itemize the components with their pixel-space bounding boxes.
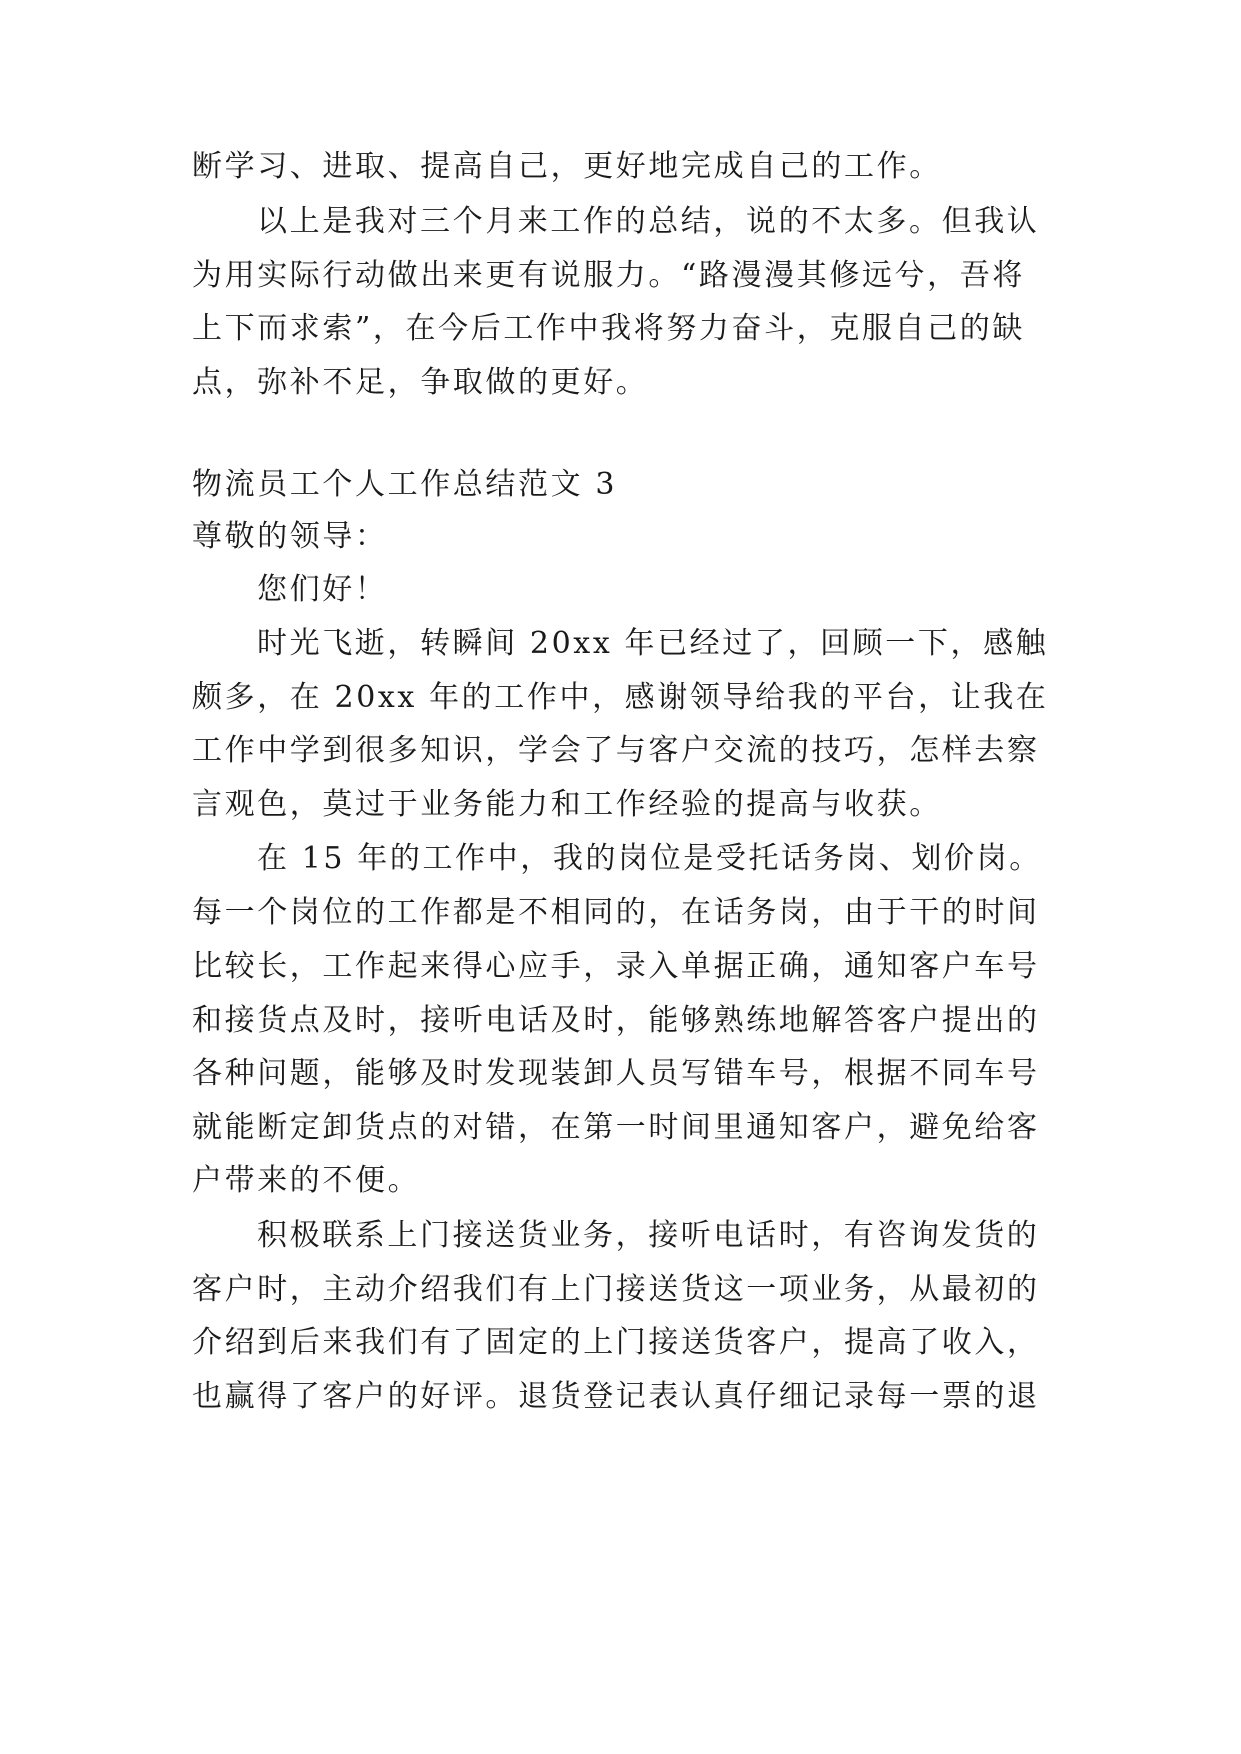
paragraph-line: 每一个岗位的工作都是不相同的，在话务岗，由于干的时间 (192, 895, 1040, 930)
paragraph-line: 也赢得了客户的好评。退货登记表认真仔细记录每一票的退 (192, 1379, 1040, 1414)
paragraph-line: 各种问题，能够及时发现装卸人员写错车号，根据不同车号 (192, 1056, 1040, 1091)
paragraph-line: 客户时，主动介绍我们有上门接送货这一项业务，从最初的 (192, 1272, 1040, 1307)
paragraph-line: 介绍到后来我们有了固定的上门接送货客户，提高了收入， (192, 1325, 1040, 1360)
paragraph-line: 工作中学到很多知识，学会了与客户交流的技巧，怎样去察 (192, 733, 1040, 768)
paragraph-line: 以上是我对三个月来工作的总结，说的不太多。但我认 (257, 204, 1040, 239)
paragraph-line: 断学习、进取、提高自己，更好地完成自己的工作。 (192, 149, 942, 184)
paragraph-line: 点，弥补不足，争取做的更好。 (192, 365, 649, 400)
greeting: 您们好！ (257, 572, 388, 607)
salutation: 尊敬的领导： (192, 519, 388, 554)
paragraph-line: 户带来的不便。 (192, 1163, 421, 1198)
paragraph-line: 上下而求索”，在今后工作中我将努力奋斗，克服自己的缺 (192, 311, 1025, 346)
paragraph-line: 为用实际行动做出来更有说服力。“路漫漫其修远兮，吾将 (192, 258, 1025, 293)
paragraph-line: 和接货点及时，接听电话及时，能够熟练地解答客户提出的 (192, 1003, 1040, 1038)
paragraph-line: 颇多，在 20xx 年的工作中，感谢领导给我的平台，让我在 (192, 680, 1049, 715)
paragraph-line: 时光飞逝，转瞬间 20xx 年已经过了，回顾一下，感触 (257, 626, 1049, 661)
paragraph-line: 言观色，莫过于业务能力和工作经验的提高与收获。 (192, 787, 942, 822)
paragraph-line: 就能断定卸货点的对错，在第一时间里通知客户，避免给客 (192, 1110, 1040, 1145)
section-title: 物流员工个人工作总结范文 3 (192, 467, 618, 502)
paragraph-line: 积极联系上门接送货业务，接听电话时，有咨询发货的 (257, 1218, 1040, 1253)
paragraph-line: 在 15 年的工作中，我的岗位是受托话务岗、划价岗。 (257, 841, 1042, 876)
paragraph-line: 比较长，工作起来得心应手，录入单据正确，通知客户车号 (192, 949, 1040, 984)
